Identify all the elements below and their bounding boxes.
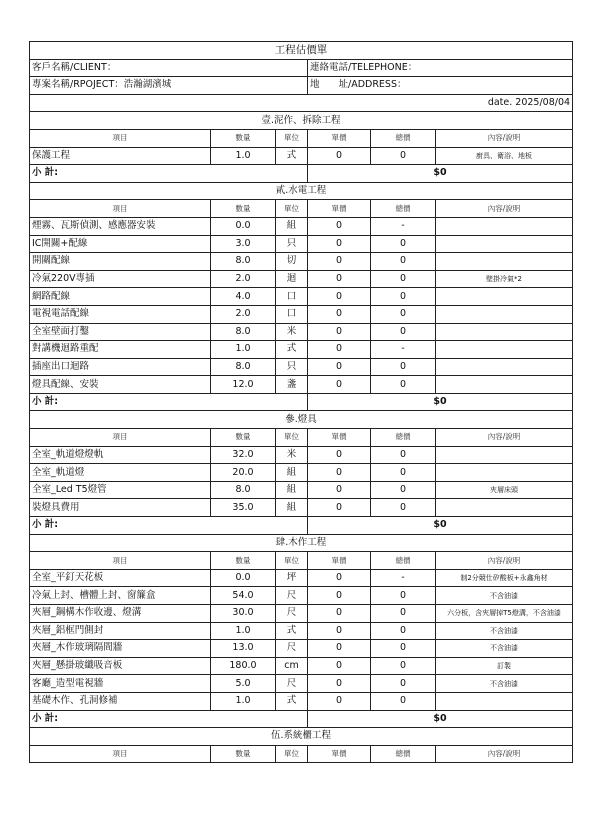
- item-name: 基礎木作、孔洞修補: [30, 692, 211, 710]
- column-header-qty: 數量: [211, 429, 276, 447]
- item-qty: 3.0: [211, 235, 276, 253]
- item-price: 0: [308, 605, 371, 623]
- section-title-row: [30, 182, 573, 200]
- item-total: -: [371, 217, 436, 235]
- column-header-row: [30, 129, 573, 147]
- table-row: [30, 499, 573, 517]
- item-qty: 0.0: [211, 569, 276, 587]
- address-field: 地 址/ADDRESS：: [308, 77, 573, 95]
- item-note: [436, 499, 573, 517]
- item-total: 0: [371, 253, 436, 271]
- item-note: [436, 358, 573, 376]
- column-header-item: 項目: [30, 745, 211, 763]
- item-price: 0: [308, 464, 371, 482]
- subtotal-row: [30, 517, 573, 535]
- column-header-unit: 單位: [276, 200, 308, 218]
- item-name: 夾層_鋁框門側封: [30, 622, 211, 640]
- item-note: [436, 692, 573, 710]
- section-title-row: [30, 534, 573, 552]
- item-name: 夾層_鋼構木作收邊、燈溝: [30, 605, 211, 623]
- item-unit: 盞: [276, 376, 308, 394]
- table-row: [30, 253, 573, 271]
- item-unit: 尺: [276, 640, 308, 658]
- item-total: -: [371, 569, 436, 587]
- table-row: [30, 446, 573, 464]
- table-row: [30, 235, 573, 253]
- item-qty: 2.0: [211, 305, 276, 323]
- item-qty: 13.0: [211, 640, 276, 658]
- item-note: [436, 376, 573, 394]
- item-name: 裝燈具費用: [30, 499, 211, 517]
- project-row: [30, 77, 573, 95]
- item-unit: 尺: [276, 605, 308, 623]
- section-title: 壹.泥作、拆除工程: [30, 112, 573, 130]
- item-unit: 坪: [276, 569, 308, 587]
- item-qty: 54.0: [211, 587, 276, 605]
- item-note: [436, 217, 573, 235]
- column-header-qty: 數量: [211, 552, 276, 570]
- item-name: 全室_軌道燈燈軌: [30, 446, 211, 464]
- item-qty: 12.0: [211, 376, 276, 394]
- item-unit: 式: [276, 622, 308, 640]
- title-row: [30, 42, 573, 60]
- column-header-unit: 單位: [276, 429, 308, 447]
- section-title-row: [30, 411, 573, 429]
- item-note: [436, 235, 573, 253]
- date-row: [30, 94, 573, 112]
- item-note: 壁掛冷氣*2: [436, 270, 573, 288]
- subtotal-value: $0: [308, 393, 573, 411]
- column-header-total: 總價: [371, 552, 436, 570]
- column-header-note: 內容/說明: [436, 552, 573, 570]
- item-price: 0: [308, 692, 371, 710]
- table-row: [30, 481, 573, 499]
- item-price: 0: [308, 253, 371, 271]
- item-total: 0: [371, 481, 436, 499]
- item-price: 0: [308, 235, 371, 253]
- item-qty: 8.0: [211, 481, 276, 499]
- subtotal-value: $0: [308, 165, 573, 183]
- project-field: 專案名稱/RPOJECT：浩瀚湖濱城: [30, 77, 308, 95]
- item-total: 0: [371, 235, 436, 253]
- table-row: [30, 464, 573, 482]
- item-note: [436, 323, 573, 341]
- column-header-note: 內容/說明: [436, 745, 573, 763]
- item-price: 0: [308, 376, 371, 394]
- item-total: 0: [371, 270, 436, 288]
- column-header-note: 內容/說明: [436, 429, 573, 447]
- column-header-row: [30, 552, 573, 570]
- column-header-row: [30, 429, 573, 447]
- item-unit: cm: [276, 657, 308, 675]
- section-title: 伍.系統櫃工程: [30, 728, 573, 746]
- item-total: 0: [371, 675, 436, 693]
- item-note: 不含油漆: [436, 587, 573, 605]
- table-row: [30, 675, 573, 693]
- column-header-item: 項目: [30, 429, 211, 447]
- document-date: date. 2025/08/04: [30, 94, 573, 112]
- section-title-row: [30, 112, 573, 130]
- item-name: 插座出口迴路: [30, 358, 211, 376]
- column-header-unit: 單位: [276, 745, 308, 763]
- item-total: 0: [371, 622, 436, 640]
- item-name: 網路配線: [30, 288, 211, 306]
- item-price: 0: [308, 341, 371, 359]
- item-total: -: [371, 341, 436, 359]
- subtotal-row: [30, 165, 573, 183]
- item-price: 0: [308, 217, 371, 235]
- column-header-unit: 單位: [276, 129, 308, 147]
- item-unit: 式: [276, 147, 308, 165]
- item-price: 0: [308, 622, 371, 640]
- table-row: [30, 270, 573, 288]
- column-header-total: 總價: [371, 129, 436, 147]
- item-unit: 組: [276, 464, 308, 482]
- table-row: [30, 692, 573, 710]
- item-total: 0: [371, 692, 436, 710]
- column-header-total: 總價: [371, 429, 436, 447]
- subtotal-label: 小 計:: [30, 710, 308, 728]
- item-name: 煙霧、瓦斯偵測、感應器安裝: [30, 217, 211, 235]
- item-note: 訂製: [436, 657, 573, 675]
- item-unit: 只: [276, 358, 308, 376]
- item-price: 0: [308, 587, 371, 605]
- item-unit: 切: [276, 253, 308, 271]
- item-unit: 只: [276, 235, 308, 253]
- table-row: [30, 358, 573, 376]
- item-unit: 組: [276, 481, 308, 499]
- table-row: [30, 305, 573, 323]
- item-qty: 35.0: [211, 499, 276, 517]
- column-header-qty: 數量: [211, 745, 276, 763]
- table-row: [30, 587, 573, 605]
- item-name: 全室_軌道燈: [30, 464, 211, 482]
- item-total: 0: [371, 605, 436, 623]
- item-name: 全室_Led T5燈管: [30, 481, 211, 499]
- item-unit: 尺: [276, 587, 308, 605]
- item-qty: 5.0: [211, 675, 276, 693]
- item-price: 0: [308, 481, 371, 499]
- item-unit: 米: [276, 446, 308, 464]
- item-unit: 式: [276, 341, 308, 359]
- item-name: IC開關+配線: [30, 235, 211, 253]
- column-header-total: 總價: [371, 200, 436, 218]
- item-unit: 式: [276, 692, 308, 710]
- column-header-total: 總價: [371, 745, 436, 763]
- column-header-item: 項目: [30, 129, 211, 147]
- item-price: 0: [308, 270, 371, 288]
- item-qty: 4.0: [211, 288, 276, 306]
- item-name: 保護工程: [30, 147, 211, 165]
- item-total: 0: [371, 640, 436, 658]
- item-price: 0: [308, 499, 371, 517]
- item-note: 不含油漆: [436, 675, 573, 693]
- column-header-price: 單價: [308, 552, 371, 570]
- item-total: 0: [371, 464, 436, 482]
- item-qty: 1.0: [211, 692, 276, 710]
- item-name: 全室壁面打鑿: [30, 323, 211, 341]
- item-qty: 20.0: [211, 464, 276, 482]
- table-row: [30, 657, 573, 675]
- item-price: 0: [308, 657, 371, 675]
- item-qty: 8.0: [211, 358, 276, 376]
- item-qty: 8.0: [211, 323, 276, 341]
- table-row: [30, 217, 573, 235]
- subtotal-row: [30, 710, 573, 728]
- item-unit: 尺: [276, 675, 308, 693]
- item-note: [436, 288, 573, 306]
- item-qty: 1.0: [211, 147, 276, 165]
- item-total: 0: [371, 499, 436, 517]
- item-name: 客廳_造型電視牆: [30, 675, 211, 693]
- section-title: 參.燈具: [30, 411, 573, 429]
- item-unit: 迴: [276, 270, 308, 288]
- item-note: [436, 341, 573, 359]
- table-row: [30, 341, 573, 359]
- client-field: 客戶名稱/CLIENT：: [30, 59, 308, 77]
- table-row: [30, 376, 573, 394]
- column-header-row: [30, 745, 573, 763]
- column-header-note: 內容/說明: [436, 200, 573, 218]
- item-unit: 米: [276, 323, 308, 341]
- table-row: [30, 622, 573, 640]
- client-row: [30, 59, 573, 77]
- item-qty: 2.0: [211, 270, 276, 288]
- subtotal-value: $0: [308, 710, 573, 728]
- table-row: [30, 323, 573, 341]
- item-price: 0: [308, 446, 371, 464]
- subtotal-label: 小 計:: [30, 165, 308, 183]
- item-total: 0: [371, 288, 436, 306]
- item-unit: 口: [276, 288, 308, 306]
- item-name: 電視電話配線: [30, 305, 211, 323]
- item-qty: 180.0: [211, 657, 276, 675]
- column-header-qty: 數量: [211, 200, 276, 218]
- item-note: 六分板，含夾層掉T5燈溝，不含油漆: [436, 605, 573, 623]
- item-note: [436, 464, 573, 482]
- column-header-note: 內容/說明: [436, 129, 573, 147]
- item-name: 燈具配線、安裝: [30, 376, 211, 394]
- item-price: 0: [308, 569, 371, 587]
- item-qty: 1.0: [211, 622, 276, 640]
- item-total: 0: [371, 657, 436, 675]
- item-total: 0: [371, 446, 436, 464]
- item-price: 0: [308, 305, 371, 323]
- item-name: 夾層_木作玻璃隔間牆: [30, 640, 211, 658]
- item-total: 0: [371, 305, 436, 323]
- item-name: 冷氣220V專插: [30, 270, 211, 288]
- estimate-sheet: [29, 41, 573, 763]
- section-title: 貳.水電工程: [30, 182, 573, 200]
- subtotal-row: [30, 393, 573, 411]
- item-total: 0: [371, 587, 436, 605]
- phone-field: 連絡電話/TELEPHONE：: [308, 59, 573, 77]
- item-price: 0: [308, 640, 371, 658]
- table-row: [30, 640, 573, 658]
- column-header-price: 單價: [308, 129, 371, 147]
- column-header-price: 單價: [308, 429, 371, 447]
- item-note: [436, 305, 573, 323]
- table-row: [30, 147, 573, 165]
- item-total: 0: [371, 147, 436, 165]
- item-name: 冷氣上封、槽體上封、窗簾盒: [30, 587, 211, 605]
- item-note: 制2分競仕矽酸板+永鑫角材: [436, 569, 573, 587]
- item-name: 夾層_懸掛玻纖吸音板: [30, 657, 211, 675]
- item-note: 夾層床頭: [436, 481, 573, 499]
- section-title-row: [30, 728, 573, 746]
- item-price: 0: [308, 358, 371, 376]
- item-qty: 0.0: [211, 217, 276, 235]
- item-total: 0: [371, 323, 436, 341]
- column-header-price: 單價: [308, 200, 371, 218]
- item-qty: 1.0: [211, 341, 276, 359]
- column-header-row: [30, 200, 573, 218]
- item-price: 0: [308, 288, 371, 306]
- item-total: 0: [371, 358, 436, 376]
- column-header-price: 單價: [308, 745, 371, 763]
- column-header-item: 項目: [30, 200, 211, 218]
- item-qty: 32.0: [211, 446, 276, 464]
- section-title: 肆.木作工程: [30, 534, 573, 552]
- item-name: 全室_平釘天花板: [30, 569, 211, 587]
- item-price: 0: [308, 147, 371, 165]
- item-qty: 8.0: [211, 253, 276, 271]
- item-price: 0: [308, 323, 371, 341]
- item-name: 開關配線: [30, 253, 211, 271]
- column-header-item: 項目: [30, 552, 211, 570]
- item-name: 對講機迴路重配: [30, 341, 211, 359]
- document-title: 工程估價單: [30, 42, 573, 60]
- item-unit: 口: [276, 305, 308, 323]
- table-row: [30, 288, 573, 306]
- item-note: 不含油漆: [436, 622, 573, 640]
- subtotal-label: 小 計:: [30, 517, 308, 535]
- item-unit: 組: [276, 217, 308, 235]
- subtotal-value: $0: [308, 517, 573, 535]
- item-qty: 30.0: [211, 605, 276, 623]
- subtotal-label: 小 計:: [30, 393, 308, 411]
- column-header-qty: 數量: [211, 129, 276, 147]
- item-note: 廚具、衛浴、地板: [436, 147, 573, 165]
- item-price: 0: [308, 675, 371, 693]
- item-total: 0: [371, 376, 436, 394]
- table-row: [30, 569, 573, 587]
- item-unit: 組: [276, 499, 308, 517]
- item-note: [436, 253, 573, 271]
- item-note: 不含油漆: [436, 640, 573, 658]
- column-header-unit: 單位: [276, 552, 308, 570]
- item-note: [436, 446, 573, 464]
- table-row: [30, 605, 573, 623]
